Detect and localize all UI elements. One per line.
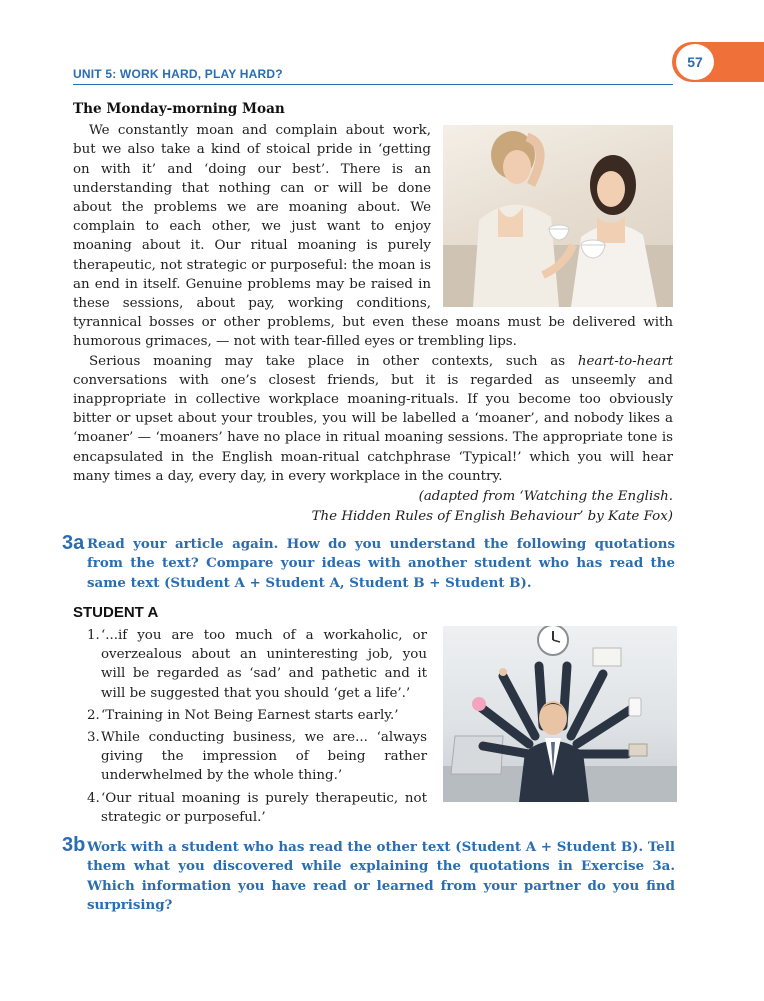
- quotation-item: [87, 789, 427, 827]
- source-line-2: The Hidden Rules of English Behaviour’ by Kate Fox): [311, 509, 673, 525]
- quotation-text: ‘Our ritual moaning is purely therapeutic, not strategic or purposeful.’: [101, 790, 427, 825]
- article-paragraph-2: [73, 352, 673, 486]
- busy-businessman-photo: [443, 626, 677, 802]
- student-a-quotations: [87, 626, 427, 830]
- quotation-number: 4.: [87, 790, 100, 806]
- paragraph-2-start: Serious moaning may take place in other contexts, such as: [89, 353, 578, 369]
- page-number: 57: [674, 42, 716, 82]
- quotation-number: 3.: [87, 730, 100, 746]
- quotation-item: [87, 706, 427, 725]
- header-divider: [73, 84, 673, 85]
- friends-talking-photo: [443, 125, 673, 307]
- exercise-3b-instructions: Work with a student who has read the other text (Student A + Student B). Tell them what you discovered while explaining the quotations in Exercise 3a. Which information you have read or learned from your partner do you find surprising?: [87, 839, 675, 914]
- quotation-text: ‘...if you are too much of a workaholic, or overzealous about an uninteresting job, you will be regarded as ‘sad’ and pathetic and it will be suggested that you should ‘get a life’.’: [101, 628, 427, 701]
- quotation-item: [87, 626, 427, 703]
- article-paragraph-1: We constantly moan and complain about work, but we also take a kind of stoical pride in ‘getting on with it’ and ‘doing our best’. There is an understanding that nothing can or will be done about the problems we are moaning about. We complain to each other, we just want to enjoy moaning about it. Our ritual moaning is purely therapeutic, not strategic or purposeful: the moan is an end in itself. Genuine problems may be raised in these sessions, about pay, working conditions, tyrannical bosses or other problems, but even these moans must be delivered with humorous grimaces, — not with tear-filled eyes or trembling lips.: [73, 123, 673, 350]
- exercise-3b-label: 3b: [62, 834, 86, 856]
- unit-title: UNIT 5: WORK HARD, PLAY HARD?: [73, 67, 283, 81]
- article-title: The Monday-morning Moan: [73, 101, 285, 117]
- article: [73, 100, 673, 526]
- source-line-1: (adapted from ‘Watching the English.: [418, 489, 673, 505]
- paragraph-2-end: conversations with one’s closest friends, but it is regarded as unseemly and inappropriate in collective workplace moaning-rituals. If you become too obviously bitter or upset about your troubles, you will be labelled a ‘moaner’, and nobody likes a ‘moaner’ — ‘moaners’ have no place in ritual moaning sessions. The appropriate tone is encapsulated in the English moan-ritual catchphrase ‘Typical!’ which you will hear many times a day, every day, in every workplace in the country.: [73, 372, 673, 484]
- quotation-text: ‘Training in Not Being Earnest starts early.’: [101, 707, 399, 723]
- paragraph-2-emphasis: heart-to-heart: [577, 353, 673, 369]
- quotation-text: While conducting business, we are... ‘always giving the impression of being rather underwhelmed by the whole thing.’: [101, 730, 427, 784]
- quotation-number: 1.: [87, 628, 100, 643]
- photo-illustration: [443, 626, 677, 802]
- quotation-item: [87, 728, 427, 786]
- exercise-3a-label: 3a: [62, 532, 85, 554]
- photo-illustration: [443, 125, 673, 307]
- student-a-heading: STUDENT A: [73, 604, 159, 621]
- exercise-3a-instructions: Read your article again. How do you understand the following quotations from the text? Compare your ideas with another student who has read the same text (Student A + Student A, Student B + Student B).: [87, 536, 675, 591]
- quotation-number: 2.: [87, 707, 100, 723]
